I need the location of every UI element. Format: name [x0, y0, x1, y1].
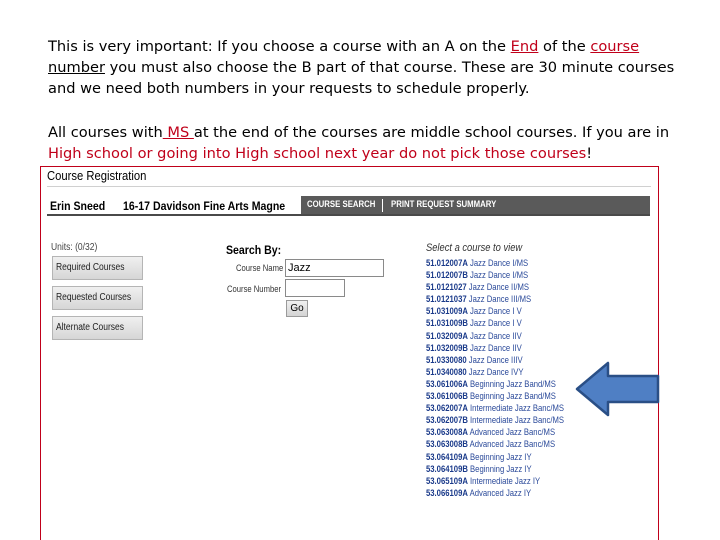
course-list-item[interactable] [426, 330, 564, 342]
student-name: Erin Sneed [50, 199, 106, 213]
note-text: of the [538, 38, 591, 55]
course-name: Advanced Jazz Banc/MS [469, 438, 556, 450]
instruction-paragraph-2 [48, 122, 688, 164]
course-name: Jazz Dance IIV [470, 341, 522, 353]
left-arrow-icon [574, 360, 662, 418]
course-name: Advanced Jazz Banc/MS [469, 426, 556, 438]
course-list-item[interactable] [426, 257, 564, 269]
course-name: Beginning Jazz Band/MS [470, 377, 556, 389]
note-emphasis-ms: MS [162, 124, 194, 141]
course-code: 51.012007B [426, 269, 468, 281]
search-by-heading: Search By: [226, 243, 282, 257]
course-list-item[interactable] [426, 426, 564, 438]
course-name: Jazz Dance I V [470, 317, 522, 329]
nav-bar [301, 196, 650, 216]
title-divider [47, 186, 651, 187]
note-text: you must also choose the B part of that course. These are 30 minute courses and we need both numbers in your requests to schedule properly. [48, 59, 675, 97]
course-name-input[interactable] [285, 259, 384, 277]
nav-course-search[interactable]: COURSE SEARCH [307, 199, 376, 210]
course-name: Jazz Dance I V [470, 305, 522, 317]
course-list-title: Select a course to view [426, 242, 523, 254]
course-list-item[interactable] [426, 269, 564, 281]
course-code: 51.031009A [426, 305, 468, 317]
nav-print-request-summary[interactable]: PRINT REQUEST SUMMARY [391, 199, 497, 210]
course-code: 51.0340080 [426, 365, 467, 377]
note-emphasis-course: course [590, 38, 640, 55]
course-list-item[interactable] [426, 463, 564, 475]
course-code: 51.0330080 [426, 353, 467, 365]
course-name: Jazz Dance IVY [468, 365, 524, 377]
course-list-item[interactable] [426, 281, 564, 293]
course-number-input[interactable] [285, 279, 345, 297]
course-code: 53.062007A [426, 402, 468, 414]
course-list-item[interactable] [426, 293, 564, 305]
go-button[interactable]: Go [286, 300, 308, 317]
alternate-courses-button[interactable] [52, 316, 143, 340]
course-name: Jazz Dance IIV [470, 329, 522, 341]
course-name: Intermediate Jazz Banc/MS [470, 414, 565, 426]
course-list-item[interactable] [426, 438, 564, 450]
course-name-label: Course Name [236, 263, 284, 273]
header-underbar [47, 214, 650, 216]
requested-courses-button[interactable] [52, 286, 143, 310]
course-list-item[interactable] [426, 378, 564, 390]
note-text: at the end of the courses are middle school courses. If you are in [193, 124, 670, 141]
note-emphasis-number: number [48, 59, 105, 76]
course-name: Jazz Dance I/MS [470, 257, 529, 268]
course-name: Advanced Jazz IY [469, 486, 532, 498]
course-code: 53.066109A [426, 486, 468, 498]
button-label: Requested Courses [56, 292, 132, 303]
course-code: 51.012007A [426, 257, 468, 268]
note-emphasis-end: End [510, 38, 539, 55]
course-code: 53.065109A [426, 474, 468, 486]
course-name: Jazz Dance III/MS [468, 293, 532, 305]
note-text: ! [586, 145, 593, 162]
course-code: 51.032009B [426, 341, 468, 353]
course-list-item[interactable] [426, 487, 564, 499]
app-title: Course Registration [47, 169, 147, 183]
course-code: 53.061006B [426, 390, 468, 402]
course-list-item[interactable] [426, 402, 564, 414]
course-name: Jazz Dance IIIV [468, 353, 523, 365]
button-label: Alternate Courses [56, 322, 125, 333]
course-code: 53.063008A [426, 426, 468, 438]
course-name: Beginning Jazz Band/MS [470, 390, 556, 402]
course-list-item[interactable] [426, 366, 564, 378]
instruction-paragraph-1 [48, 36, 688, 99]
course-list-item[interactable] [426, 414, 564, 426]
course-list-item[interactable] [426, 342, 564, 354]
course-code: 51.032009A [426, 329, 468, 341]
course-code: 53.064109B [426, 462, 468, 474]
course-list-item[interactable] [426, 390, 564, 402]
note-text: This is very important: If you choose a course with an A on the [48, 38, 511, 55]
course-list-item[interactable] [426, 305, 564, 317]
course-code: 53.063008B [426, 438, 468, 450]
course-code: 51.0121027 [426, 281, 467, 293]
course-name: Jazz Dance I/MS [470, 269, 529, 281]
course-name: Beginning Jazz IY [470, 450, 532, 462]
course-number-label: Course Number [227, 284, 282, 294]
course-list-item[interactable] [426, 317, 564, 329]
course-name: Intermediate Jazz IY [470, 474, 541, 486]
course-code: 53.061006A [426, 377, 468, 389]
note-warning: High school or going into High school next year do not pick those courses [48, 145, 587, 162]
course-list-item[interactable] [426, 451, 564, 463]
course-code: 53.064109A [426, 450, 468, 462]
course-name: Jazz Dance II/MS [468, 281, 529, 293]
course-code: 53.062007B [426, 414, 468, 426]
course-list-item[interactable] [426, 475, 564, 487]
course-code: 51.0121037 [426, 293, 467, 305]
course-list [426, 257, 594, 499]
units-counter: Units: (0/32) [51, 242, 98, 253]
nav-separator [382, 199, 383, 212]
course-name: Beginning Jazz IY [470, 462, 532, 474]
note-text: All courses with [48, 124, 163, 141]
required-courses-button[interactable] [52, 256, 143, 280]
school-name: 16-17 Davidson Fine Arts Magne [123, 199, 286, 213]
button-label: Required Courses [56, 262, 125, 273]
course-code: 51.031009B [426, 317, 468, 329]
course-name: Intermediate Jazz Banc/MS [470, 402, 565, 414]
course-list-item[interactable] [426, 354, 564, 366]
